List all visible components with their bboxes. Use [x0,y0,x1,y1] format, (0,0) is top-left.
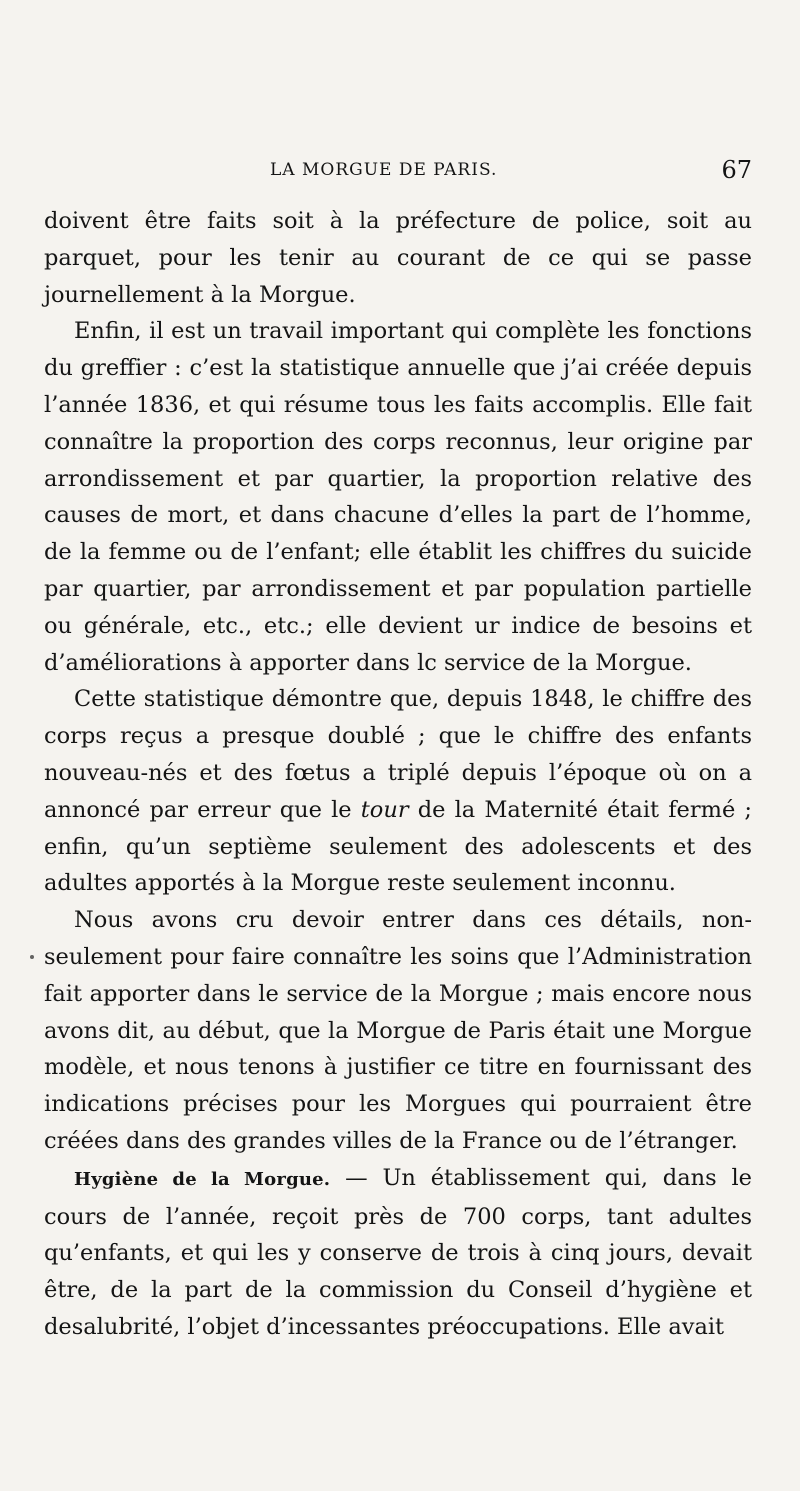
paragraph-findings [44,681,752,902]
page-number: 67 [721,156,752,184]
section-title: Hygiène de la Morgue. [74,1168,331,1190]
paragraph-text: Cette statistique démontre que, depuis 1848, le chiffre des corps reçus a presque doublé ; que le chiffre des enfants nouveau-nés et des fœtus a triplé depuis l’époque où on a annoncé par erreur que le [44,686,752,823]
paragraph-continuation [44,203,752,313]
paragraph-text: doivent être faits soit à la préfecture de police, soit au parquet, pour les tenir au courant de ce qui se passe journellement à la Morgue. [44,208,752,308]
page-header [44,156,752,190]
running-title: LA MORGUE DE PARIS. [270,160,498,180]
emphasized-word: tour [360,796,409,823]
paragraph-text: — Un établissement qui, dans le cours de l’année, reçoit près de 700 corps, tant adultes qu’enfants, et qui les y conserve de trois à cinq jours, devait être, de la part de la commission du Conseil d’hygiène et desalubrité, l’objet d’incessantes préoccupations. Elle avait [44,1164,752,1340]
paragraph-details [44,902,752,1160]
margin-dot [30,955,34,959]
paragraph-hygiene [44,1160,752,1346]
body-text [44,203,752,1346]
paragraph-statistics [44,313,752,681]
paragraph-text: de la Maternité était fermé ; enfin, qu’un septième seulement des adolescents et des adultes apportés à la Morgue reste seulement inconnu. [44,796,752,897]
paragraph-text: Nous avons cru devoir entrer dans ces détails, non-seulement pour faire connaître les soins que l’Administration fait apporter dans le service de la Morgue ; mais encore nous avons dit, au début, que la Morgue de Paris était une Morgue modèle, et nous tenons à justifier ce titre en fournissant des indications précises pour les Morgues qui pourraient être créées dans des grandes villes de la France ou de l’étranger. [44,907,752,1154]
paragraph-text: Enfin, il est un travail important qui complète les fonctions du greffier : c’est la statistique annuelle que j’ai créée depuis l’année 1836, et qui résume tous les faits accomplis. Elle fait connaître la proportion des corps reconnus, leur origine par arrondissement et par quartier, la proportion relative des causes de mort, et dans chacune d’elles la part de l’homme, de la femme ou de l’enfant; elle établit les chiffres du suicide par quartier, par arrondissement et par population partielle ou générale, etc., etc.; elle devient ur indice de besoins et d’améliorations à apporter dans lc service de la Morgue. [44,318,752,676]
